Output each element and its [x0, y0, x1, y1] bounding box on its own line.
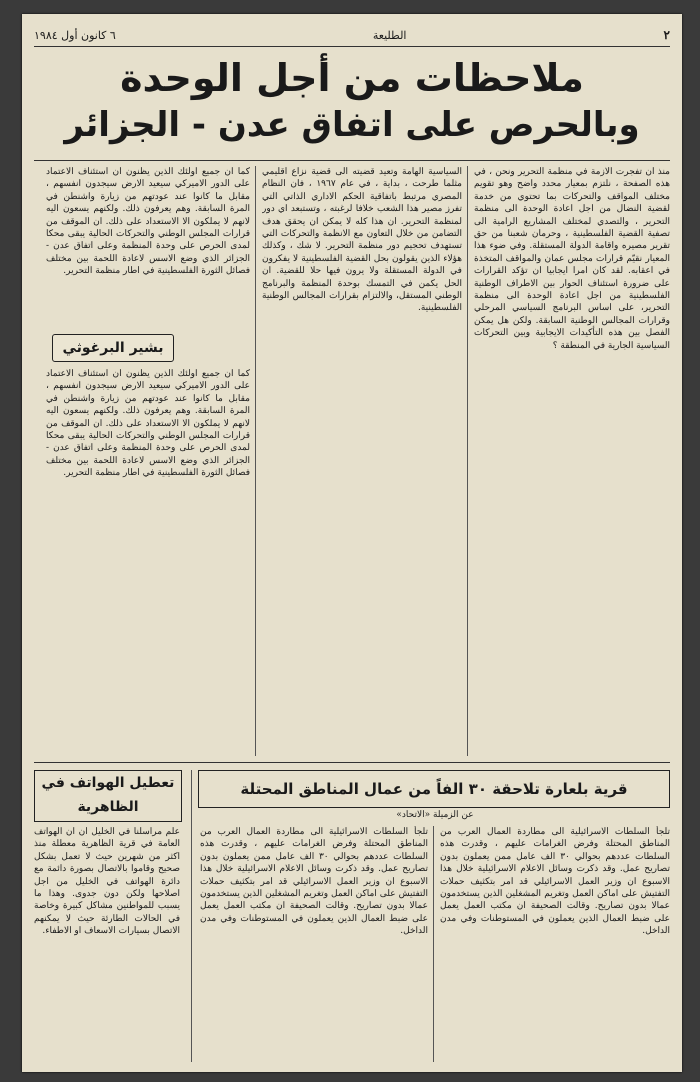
column-rule [467, 166, 468, 756]
workers-story-source: عن الزميلة «الاتحاد» [396, 810, 474, 820]
column-rule [191, 770, 192, 1062]
headline-line-2: وبالحرص على اتفاق عدن - الجزائر [64, 105, 640, 145]
column-rule [433, 826, 434, 1062]
workers-story-body-right: تلجأ السلطات الاسرائيلية الى مطاردة العمال العرب من المناطق المحتلة وفرض الغرامات عليهم ، وقدرت هذه السلطات عددهم بحوالي ٣٠ الف عامل ممن يعملون بدون تصاريح عمل. وقد ذكرت وسائل الاعلام الاسرائيلية خلال هذا الاسبوع ان وزير العمل الاسرائيلي قد امر بتكثيف حملات التفتيش على اماكن العمل وتغريم المشغلين الذين يستخدمون عمالا بدون تصاريح. وقالت الصحيفة ان مكتب العمل يعمل على ضبط العمال الذين يعملون في المستوطنات وفي مدن الداخل. [440, 827, 670, 937]
newspaper-page [22, 14, 682, 1072]
headline-line-1: ملاحظات من أجل الوحدة [120, 56, 584, 100]
article-column-left-bottom: كما ان جميع اولئك الذين يظنون ان استئناف الاعتماد على الدور الاميركي سيعيد الارض سيجدون انفسهم ، مقابل ما كانوا عند عودتهم من زيارة واشنطن في المرة السابقة. وهم يعرفون ذلك. ولكنهم يسعون اليه لانهم لا يملكون الا الاستعداد على ذلك. ان الموقف من قرارات المجلس الوطني والتحركات الحالية يبقى محكا لمدى الحرص على وحدة المنظمة وعلى اتفاق عدن - الجزائر الذي وضع الاسس لاعادة اللحمة بين مختلف فصائل الثورة الفلسطينية في اطار منظمة التحرير. [46, 369, 250, 479]
author-byline: بشير البرغوثي [52, 334, 174, 362]
page-number: ٢ [663, 28, 670, 42]
paper-name: الطليعة [372, 28, 407, 42]
section-divider [34, 762, 670, 763]
article-column-left-top: كما ان جميع اولئك الذين يظنون ان استئناف الاعتماد على الدور الاميركي سيعيد الارض سيجدون انفسهم ، مقابل ما كانوا عند عودتهم من زيارة واشنطن في المرة السابقة. وهم يعرفون ذلك. ولكنهم يسعون اليه لانهم لا يملكون الا الاستعداد على ذلك. ان الموقف من قرارات المجلس الوطني والتحركات الحالية يبقى محكا لمدى الحرص على وحدة المنظمة وعلى اتفاق عدن - الجزائر الذي وضع الاسس لاعادة اللحمة بين مختلف فصائل الثورة الفلسطينية في اطار منظمة التحرير. [46, 167, 250, 277]
column-rule [255, 166, 256, 756]
phones-story-title: تعطيل الهواتف في الظاهرية [34, 770, 182, 822]
issue-date: ٦ كانون أول ١٩٨٤ [34, 28, 116, 42]
article-column-right: منذ ان تفجرت الازمة في منظمة التحرير ونحن ، في هذه الصفحة ، نلتزم بمعيار محدد واضح وهو تقويم مختلف المواقف والتحركات بما تحتوي من خدمة لقضية النضال من اجل اعادة الوحدة الى منظمة التحرير ، والتصدي لمختلف المشاريع الرامية الى تصفية القضية الفلسطينية ، وحرمان شعبنا من حق تقرير مصيره واقامة الدولة المستقلة. وفي ضوء هذا المعيار نقيّم قرارات مجلس عمان والمواقف المتخذة في اعقابه. لقد كان امرا ايجابيا ان تؤكد القرارات على ضرورة استئناف الحوار بين الاطراف الوطنية الفلسطينية من اجل اعادة الوحدة الى منظمة التحرير، على اساس البرنامج السياسي المرحلي وقرارات المجالس الوطنية السابقة. ولكن هل يمكن الفصل بين هذه التأكيدات الايجابية وبين التحركات السياسية الجارية في المنطقة ؟ [474, 167, 670, 351]
main-headline [34, 54, 670, 154]
page-header [34, 24, 670, 47]
phones-story-body: علم مراسلنا في الخليل ان ان الهواتف العامة في قرية الظاهرية معطلة منذ اكثر من شهرين حيث لا تعمل بشكل صحيح وقاموا بالاتصال بصورة دائمة مع دائرة الهواتف في الخليل من اجل اصلاحها ولكن دون جدوى. وهذا ما يسبب للمواطنين مشاكل كبيرة وخاصة في الحالات الطارئة حيث لا يمكنهم الاتصال بسيارات الاسعاف او الاطفاء. [34, 827, 180, 937]
workers-story-body-left: تلجأ السلطات الاسرائيلية الى مطاردة العمال العرب من المناطق المحتلة وفرض الغرامات عليهم ، وقدرت هذه السلطات عددهم بحوالي ٣٠ الف عامل ممن يعملون بدون تصاريح عمل. وقد ذكرت وسائل الاعلام الاسرائيلية خلال هذا الاسبوع ان وزير العمل الاسرائيلي قد امر بتكثيف حملات التفتيش على اماكن العمل وتغريم المشغلين الذين يستخدمون عمالا بدون تصاريح. وقالت الصحيفة ان مكتب العمل يعمل على ضبط العمال الذين يعملون في المستوطنات وفي مدن الداخل. [200, 827, 428, 937]
headline-divider [34, 160, 670, 161]
article-column-middle: السياسية الهامة وتعيد قضيته الى قضية نزاع اقليمي مثلما طرحت ، بداية ، في عام ١٩٦٧ ، فان النظام المصري مرتبط باتفاقية الحكم الاداري الذاتي التي تفرز مصير هذا الشعب خلافا لرغبته ، وتستبعد اي دور لمنظمة التحرير. ان هذا كله لا يمكن ان يحقق هدف التضامن من خلال التعاون مع الانظمة والتحركات التي تستهدف تحجيم دور منظمة التحرير. لا شك ، وكذلك هؤلاء الذين يقولون بحل القضية الفلسطينية لا يفكرون في الدولة المستقلة ولا يرون فيها حلا للقضية. ان الحل يكمن في التمسك بوحدة المنظمة والبرنامج الوطني المستقل، والالتزام بقرارات المجالس الوطنية الفلسطينية. [262, 167, 462, 314]
workers-story-title: قرية بلعارة تلاحقة ٣٠ الفاً من عمال المناطق المحتلة [198, 770, 670, 808]
